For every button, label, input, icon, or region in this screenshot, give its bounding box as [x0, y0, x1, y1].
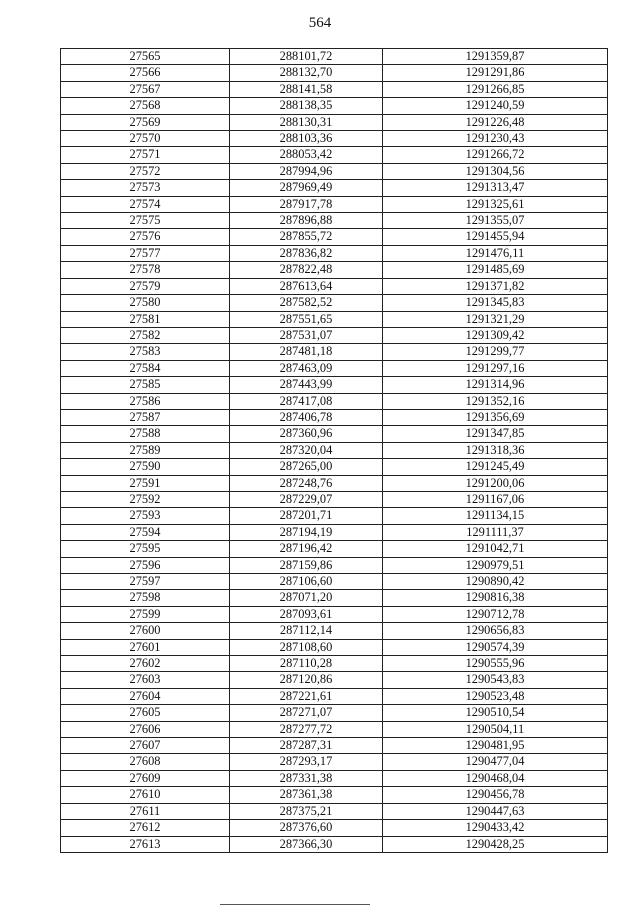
y-coordinate-cell: 1291226,48 — [383, 114, 608, 130]
table-row — [61, 770, 608, 786]
x-coordinate-cell: 287196,42 — [230, 541, 383, 557]
table-row — [61, 163, 608, 179]
x-coordinate-cell: 287582,52 — [230, 295, 383, 311]
point-number-cell: 27605 — [61, 705, 230, 721]
x-coordinate-cell: 287108,60 — [230, 639, 383, 655]
y-coordinate-cell: 1290447,63 — [383, 803, 608, 819]
x-coordinate-cell: 287822,48 — [230, 262, 383, 278]
point-number-cell: 27604 — [61, 688, 230, 704]
point-number-cell: 27579 — [61, 278, 230, 294]
y-coordinate-cell: 1290481,95 — [383, 738, 608, 754]
point-number-cell: 27593 — [61, 508, 230, 524]
x-coordinate-cell: 287221,61 — [230, 688, 383, 704]
table-row — [61, 180, 608, 196]
y-coordinate-cell: 1291325,61 — [383, 196, 608, 212]
table-row — [61, 131, 608, 147]
x-coordinate-cell: 287463,09 — [230, 360, 383, 376]
point-number-cell: 27568 — [61, 98, 230, 114]
table-row — [61, 721, 608, 737]
point-number-cell: 27577 — [61, 245, 230, 261]
x-coordinate-cell: 287112,14 — [230, 623, 383, 639]
y-coordinate-cell: 1291304,56 — [383, 163, 608, 179]
y-coordinate-cell: 1290456,78 — [383, 787, 608, 803]
x-coordinate-cell: 287110,28 — [230, 656, 383, 672]
y-coordinate-cell: 1290504,11 — [383, 721, 608, 737]
point-number-cell: 27596 — [61, 557, 230, 573]
y-coordinate-cell: 1291299,77 — [383, 344, 608, 360]
y-coordinate-cell: 1290555,96 — [383, 656, 608, 672]
point-number-cell: 27571 — [61, 147, 230, 163]
point-number-cell: 27600 — [61, 623, 230, 639]
x-coordinate-cell: 287551,65 — [230, 311, 383, 327]
table-row — [61, 147, 608, 163]
x-coordinate-cell: 287331,38 — [230, 770, 383, 786]
point-number-cell: 27594 — [61, 524, 230, 540]
y-coordinate-cell: 1290979,51 — [383, 557, 608, 573]
point-number-cell: 27602 — [61, 656, 230, 672]
table-row — [61, 508, 608, 524]
y-coordinate-cell: 1291313,47 — [383, 180, 608, 196]
x-coordinate-cell: 287855,72 — [230, 229, 383, 245]
x-coordinate-cell: 288130,31 — [230, 114, 383, 130]
page-number: 564 — [308, 15, 332, 31]
table-row — [61, 114, 608, 130]
table-row — [61, 442, 608, 458]
table-row — [61, 278, 608, 294]
x-coordinate-cell: 287417,08 — [230, 393, 383, 409]
table-row — [61, 803, 608, 819]
y-coordinate-cell: 1291245,49 — [383, 459, 608, 475]
table-row — [61, 705, 608, 721]
x-coordinate-cell: 287366,30 — [230, 836, 383, 852]
point-number-cell: 27570 — [61, 131, 230, 147]
y-coordinate-cell: 1291200,06 — [383, 475, 608, 491]
x-coordinate-cell: 287613,64 — [230, 278, 383, 294]
point-number-cell: 27607 — [61, 738, 230, 754]
y-coordinate-cell: 1291266,72 — [383, 147, 608, 163]
y-coordinate-cell: 1291042,71 — [383, 541, 608, 557]
x-coordinate-cell: 287896,88 — [230, 213, 383, 229]
y-coordinate-cell: 1291134,15 — [383, 508, 608, 524]
table-row — [61, 672, 608, 688]
y-coordinate-cell: 1290510,54 — [383, 705, 608, 721]
point-number-cell: 27578 — [61, 262, 230, 278]
y-coordinate-cell: 1291111,37 — [383, 524, 608, 540]
y-coordinate-cell: 1290543,83 — [383, 672, 608, 688]
point-number-cell: 27573 — [61, 180, 230, 196]
table-row — [61, 229, 608, 245]
table-row — [61, 360, 608, 376]
y-coordinate-cell: 1290428,25 — [383, 836, 608, 852]
x-coordinate-cell: 287375,21 — [230, 803, 383, 819]
table-row — [61, 688, 608, 704]
point-number-cell: 27589 — [61, 442, 230, 458]
point-number-cell: 27574 — [61, 196, 230, 212]
x-coordinate-cell: 287917,78 — [230, 196, 383, 212]
x-coordinate-cell: 287360,96 — [230, 426, 383, 442]
x-coordinate-cell: 287106,60 — [230, 574, 383, 590]
y-coordinate-cell: 1291321,29 — [383, 311, 608, 327]
table-row — [61, 65, 608, 81]
table-row — [61, 656, 608, 672]
table-row — [61, 98, 608, 114]
table-row — [61, 787, 608, 803]
x-coordinate-cell: 287836,82 — [230, 245, 383, 261]
table-row — [61, 623, 608, 639]
table-row — [61, 344, 608, 360]
point-number-cell: 27575 — [61, 213, 230, 229]
x-coordinate-cell: 287361,38 — [230, 787, 383, 803]
point-number-cell: 27584 — [61, 360, 230, 376]
point-number-cell: 27609 — [61, 770, 230, 786]
point-number-cell: 27610 — [61, 787, 230, 803]
point-number-cell: 27566 — [61, 65, 230, 81]
point-number-cell: 27576 — [61, 229, 230, 245]
coordinates-table — [60, 48, 608, 853]
y-coordinate-cell: 1291455,94 — [383, 229, 608, 245]
point-number-cell: 27580 — [61, 295, 230, 311]
table-row — [61, 213, 608, 229]
table-row — [61, 409, 608, 425]
point-number-cell: 27588 — [61, 426, 230, 442]
point-number-cell: 27599 — [61, 606, 230, 622]
x-coordinate-cell: 287271,07 — [230, 705, 383, 721]
x-coordinate-cell: 287287,31 — [230, 738, 383, 754]
x-coordinate-cell: 288141,58 — [230, 81, 383, 97]
table-row — [61, 426, 608, 442]
y-coordinate-cell: 1290433,42 — [383, 820, 608, 836]
y-coordinate-cell: 1290890,42 — [383, 574, 608, 590]
table-row — [61, 295, 608, 311]
x-coordinate-cell: 287406,78 — [230, 409, 383, 425]
point-number-cell: 27613 — [61, 836, 230, 852]
point-number-cell: 27601 — [61, 639, 230, 655]
point-number-cell: 27608 — [61, 754, 230, 770]
y-coordinate-cell: 1291297,16 — [383, 360, 608, 376]
y-coordinate-cell: 1291359,87 — [383, 49, 608, 65]
x-coordinate-cell: 287093,61 — [230, 606, 383, 622]
point-number-cell: 27567 — [61, 81, 230, 97]
table-row — [61, 393, 608, 409]
x-coordinate-cell: 287994,96 — [230, 163, 383, 179]
y-coordinate-cell: 1291318,36 — [383, 442, 608, 458]
y-coordinate-cell: 1291352,16 — [383, 393, 608, 409]
point-number-cell: 27585 — [61, 377, 230, 393]
x-coordinate-cell: 287248,76 — [230, 475, 383, 491]
table-row — [61, 754, 608, 770]
point-number-cell: 27595 — [61, 541, 230, 557]
point-number-cell: 27612 — [61, 820, 230, 836]
point-number-cell: 27583 — [61, 344, 230, 360]
point-number-cell: 27597 — [61, 574, 230, 590]
y-coordinate-cell: 1290523,48 — [383, 688, 608, 704]
table-row — [61, 475, 608, 491]
y-coordinate-cell: 1290712,78 — [383, 606, 608, 622]
y-coordinate-cell: 1291266,85 — [383, 81, 608, 97]
x-coordinate-cell: 287293,17 — [230, 754, 383, 770]
point-number-cell: 27572 — [61, 163, 230, 179]
y-coordinate-cell: 1291476,11 — [383, 245, 608, 261]
point-number-cell: 27590 — [61, 459, 230, 475]
table-row — [61, 245, 608, 261]
table-row — [61, 836, 608, 852]
x-coordinate-cell: 287531,07 — [230, 327, 383, 343]
y-coordinate-cell: 1290816,38 — [383, 590, 608, 606]
coordinates-table-body — [61, 49, 608, 853]
y-coordinate-cell: 1291309,42 — [383, 327, 608, 343]
point-number-cell: 27586 — [61, 393, 230, 409]
x-coordinate-cell: 287969,49 — [230, 180, 383, 196]
point-number-cell: 27582 — [61, 327, 230, 343]
y-coordinate-cell: 1291485,69 — [383, 262, 608, 278]
point-number-cell: 27587 — [61, 409, 230, 425]
table-row — [61, 196, 608, 212]
table-row — [61, 491, 608, 507]
point-number-cell: 27591 — [61, 475, 230, 491]
table-row — [61, 541, 608, 557]
x-coordinate-cell: 287277,72 — [230, 721, 383, 737]
point-number-cell: 27598 — [61, 590, 230, 606]
x-coordinate-cell: 288103,36 — [230, 131, 383, 147]
point-number-cell: 27565 — [61, 49, 230, 65]
table-row — [61, 738, 608, 754]
table-row — [61, 49, 608, 65]
x-coordinate-cell: 287229,07 — [230, 491, 383, 507]
table-row — [61, 574, 608, 590]
table-row — [61, 590, 608, 606]
point-number-cell: 27603 — [61, 672, 230, 688]
table-row — [61, 459, 608, 475]
x-coordinate-cell: 288138,35 — [230, 98, 383, 114]
y-coordinate-cell: 1291347,85 — [383, 426, 608, 442]
table-row — [61, 327, 608, 343]
table-row — [61, 311, 608, 327]
y-coordinate-cell: 1290468,04 — [383, 770, 608, 786]
point-number-cell: 27569 — [61, 114, 230, 130]
y-coordinate-cell: 1291371,82 — [383, 278, 608, 294]
point-number-cell: 27581 — [61, 311, 230, 327]
x-coordinate-cell: 288101,72 — [230, 49, 383, 65]
table-row — [61, 262, 608, 278]
table-row — [61, 820, 608, 836]
y-coordinate-cell: 1291167,06 — [383, 491, 608, 507]
point-number-cell: 27592 — [61, 491, 230, 507]
x-coordinate-cell: 288053,42 — [230, 147, 383, 163]
table-row — [61, 81, 608, 97]
x-coordinate-cell: 287376,60 — [230, 820, 383, 836]
y-coordinate-cell: 1291314,96 — [383, 377, 608, 393]
table-row — [61, 377, 608, 393]
x-coordinate-cell: 287194,19 — [230, 524, 383, 540]
y-coordinate-cell: 1291240,59 — [383, 98, 608, 114]
table-row — [61, 639, 608, 655]
x-coordinate-cell: 287159,86 — [230, 557, 383, 573]
x-coordinate-cell: 287443,99 — [230, 377, 383, 393]
y-coordinate-cell: 1291345,83 — [383, 295, 608, 311]
x-coordinate-cell: 287120,86 — [230, 672, 383, 688]
point-number-cell: 27611 — [61, 803, 230, 819]
y-coordinate-cell: 1291355,07 — [383, 213, 608, 229]
y-coordinate-cell: 1291230,43 — [383, 131, 608, 147]
point-number-cell: 27606 — [61, 721, 230, 737]
table-row — [61, 606, 608, 622]
x-coordinate-cell: 287320,04 — [230, 442, 383, 458]
x-coordinate-cell: 287265,00 — [230, 459, 383, 475]
y-coordinate-cell: 1290477,04 — [383, 754, 608, 770]
x-coordinate-cell: 288132,70 — [230, 65, 383, 81]
y-coordinate-cell: 1291356,69 — [383, 409, 608, 425]
x-coordinate-cell: 287481,18 — [230, 344, 383, 360]
y-coordinate-cell: 1291291,86 — [383, 65, 608, 81]
y-coordinate-cell: 1290574,39 — [383, 639, 608, 655]
table-row — [61, 557, 608, 573]
y-coordinate-cell: 1290656,83 — [383, 623, 608, 639]
x-coordinate-cell: 287071,20 — [230, 590, 383, 606]
table-row — [61, 524, 608, 540]
x-coordinate-cell: 287201,71 — [230, 508, 383, 524]
